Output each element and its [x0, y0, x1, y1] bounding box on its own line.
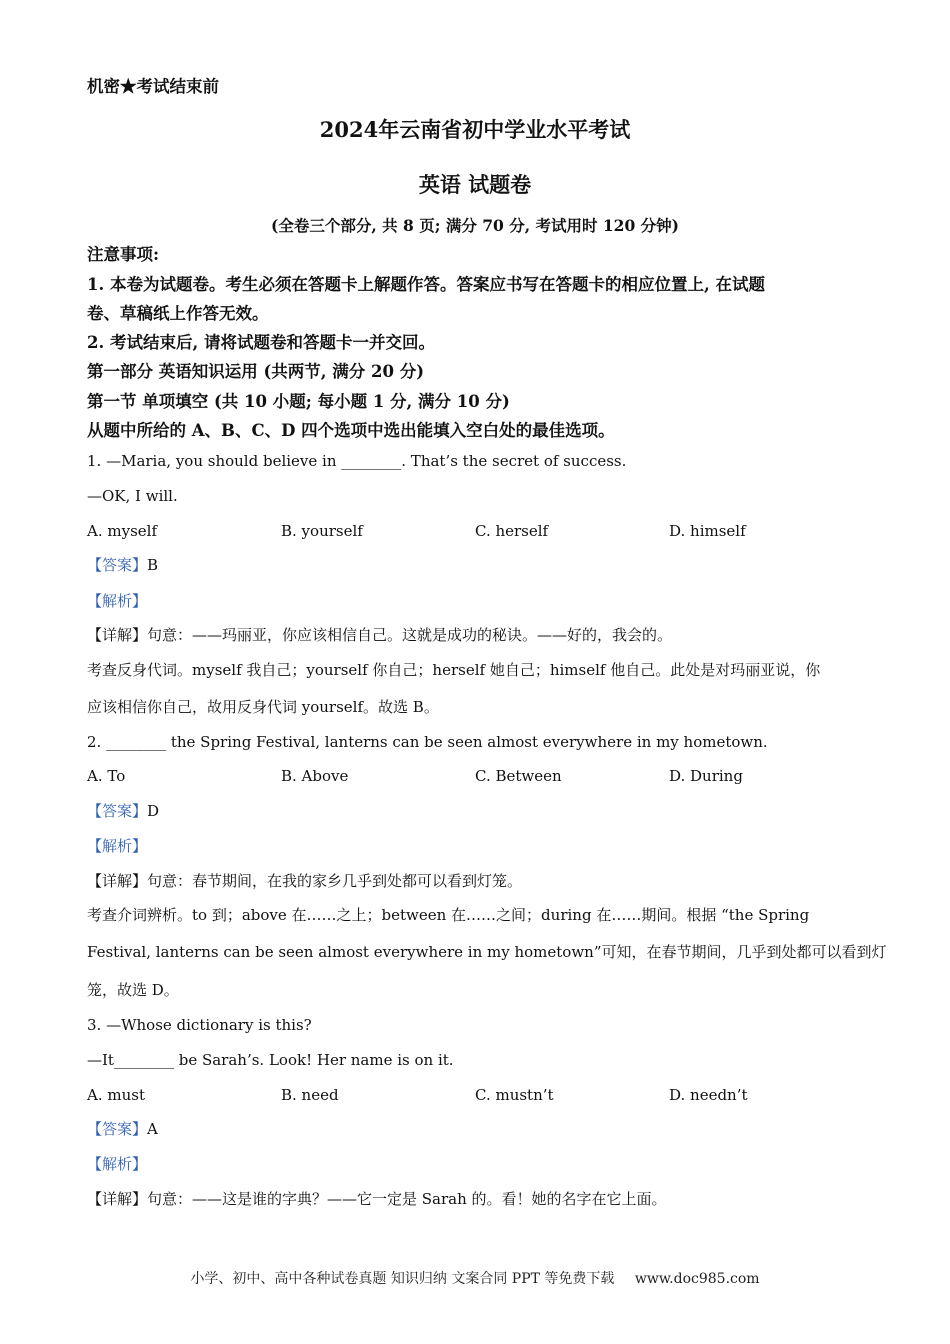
q2-detail-line — [87, 871, 522, 891]
q2-option-a: A. To — [87, 767, 126, 785]
q1-detail: 句意：——玛丽亚，你应该相信自己。这就是成功的秘诀。——好的，我会的。 — [147, 626, 673, 644]
q1-detail-line — [87, 625, 672, 645]
footer-url[interactable]: www.doc985.com — [634, 1271, 760, 1287]
analysis-label: 【解析】 — [87, 592, 148, 610]
notes-item-2: 2. 考试结束后, 请将试题卷和答题卡一并交回。 — [87, 333, 435, 352]
q3-detail-line — [87, 1189, 667, 1209]
q3-detail: 句意：——这是谁的字典？——它一定是 Sarah 的。看！她的名字在它上面。 — [147, 1190, 667, 1208]
analysis-label: 【解析】 — [87, 837, 148, 855]
detail-label: 【详解】 — [87, 626, 148, 644]
exam-title: 2024年云南省初中学业水平考试 — [319, 117, 631, 142]
notes-heading: 注意事项: — [87, 245, 160, 264]
analysis-label: 【解析】 — [87, 1155, 148, 1173]
q2-explain-line-1: 考查介词辨析。to 到；above 在……之上；between 在……之间；during 在……期间。根据 “the Spring — [87, 906, 810, 924]
notes-item-1-line-1: 1. 本卷为试题卷。考生必须在答题卡上解题作答。答案应书写在答题卡的相应位置上, 在试题 — [87, 275, 765, 294]
q2-option-c: C. Between — [475, 767, 562, 785]
page-footer — [0, 1269, 950, 1289]
q3-option-c: C. mustn’t — [475, 1086, 554, 1104]
q1-explain-line-1: 考查反身代词。myself 我自己；yourself 你自己；herself 她自己；himself 他自己。此处是对玛丽亚说，你 — [87, 661, 821, 679]
q2-analysis-line — [87, 836, 147, 856]
q3-stem-line-1: 3. —Whose dictionary is this? — [87, 1016, 312, 1034]
q2-answer-line — [87, 801, 159, 821]
section-heading: 第一节 单项填空 (共 10 小题; 每小题 1 分, 满分 10 分) — [87, 392, 510, 411]
q2-detail: 句意：春节期间，在我的家乡几乎到处都可以看到灯笼。 — [147, 872, 523, 890]
footer-text: 小学、初中、高中各种试卷真题 知识归纳 文案合同 PPT 等免费下载 — [190, 1271, 615, 1287]
q3-option-b: B. need — [281, 1086, 339, 1104]
q1-option-b: B. yourself — [281, 522, 363, 540]
confidential-label: 机密★考试结束前 — [87, 77, 219, 96]
q2-option-d: D. During — [669, 767, 743, 785]
q3-stem-line-2: —It________ be Sarah’s. Look! Her name is on it. — [87, 1051, 454, 1069]
q2-stem-line-1: 2. ________ the Spring Festival, lanterns can be seen almost everywhere in my hometown. — [87, 733, 768, 751]
q1-answer-line — [87, 555, 158, 575]
exam-subtitle: (全卷三个部分, 共 8 页; 满分 70 分, 考试用时 120 分钟) — [271, 216, 679, 235]
q1-explain-line-2: 应该相信你自己，故用反身代词 yourself。故选 B。 — [87, 698, 439, 716]
q2-answer: D — [147, 802, 160, 820]
q2-explain-line-2: Festival, lanterns can be seen almost everywhere in my hometown”可知，在春节期间，几乎到处都可以看到灯 — [87, 943, 887, 961]
answer-label: 【答案】 — [87, 556, 148, 574]
answer-label: 【答案】 — [87, 802, 148, 820]
q1-analysis-line — [87, 591, 147, 611]
section-instruction: 从题中所给的 A、B、C、D 四个选项中选出能填入空白处的最佳选项。 — [87, 421, 615, 440]
q1-option-c: C. herself — [475, 522, 549, 540]
exam-subject: 英语 试题卷 — [418, 172, 532, 197]
detail-label: 【详解】 — [87, 1190, 148, 1208]
q2-explain-line-3: 笼，故选 D。 — [87, 981, 179, 999]
q3-answer: A — [147, 1120, 158, 1138]
notes-item-1-line-2: 卷、草稿纸上作答无效。 — [87, 304, 269, 323]
q1-option-d: D. himself — [669, 522, 746, 540]
q1-option-a: A. myself — [87, 522, 157, 540]
q1-stem-line-2: —OK, I will. — [87, 487, 178, 505]
q1-answer: B — [147, 556, 159, 574]
q1-stem-line-1: 1. —Maria, you should believe in ________. That’s the secret of success. — [87, 452, 627, 470]
q2-option-b: B. Above — [281, 767, 349, 785]
q3-option-a: A. must — [87, 1086, 145, 1104]
detail-label: 【详解】 — [87, 872, 148, 890]
q3-option-d: D. needn’t — [669, 1086, 748, 1104]
q3-answer-line — [87, 1119, 158, 1139]
part-heading: 第一部分 英语知识运用 (共两节, 满分 20 分) — [87, 362, 425, 381]
q3-analysis-line — [87, 1154, 147, 1174]
answer-label: 【答案】 — [87, 1120, 148, 1138]
